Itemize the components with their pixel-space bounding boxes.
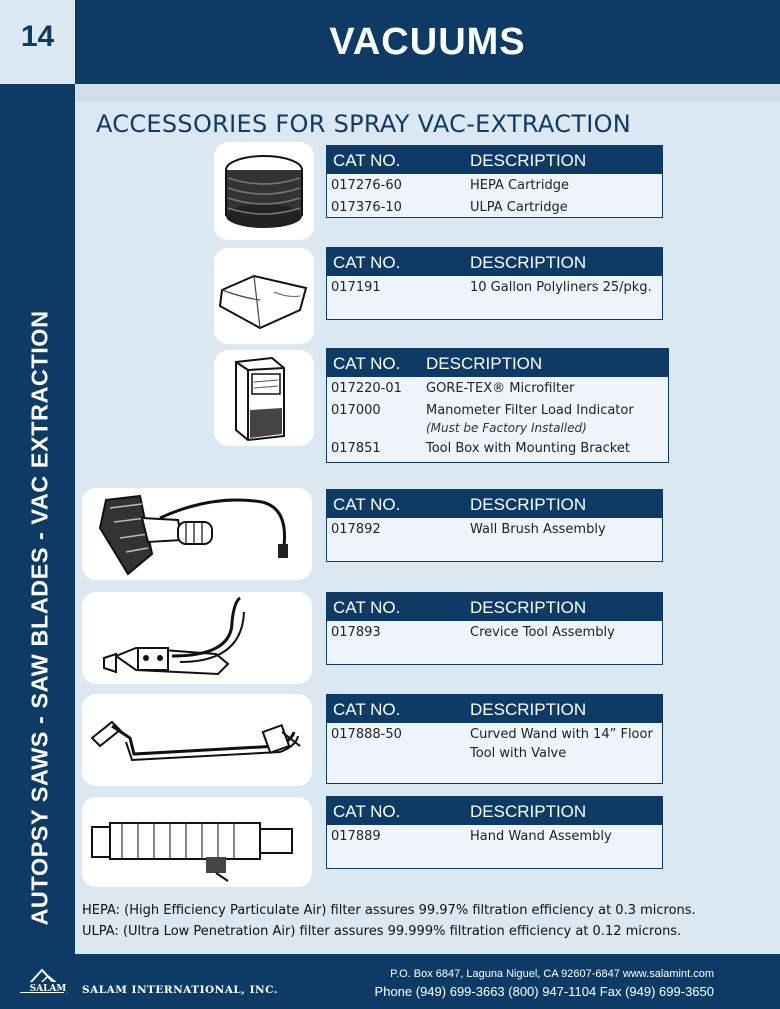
cat-no: 017888-50	[331, 727, 402, 742]
cat-no: 017889	[331, 829, 381, 844]
svg-text:SALAM: SALAM	[29, 984, 67, 994]
page-number: 14	[0, 0, 75, 84]
table-row	[327, 174, 662, 196]
description: HEPA Cartridge	[470, 178, 569, 193]
product-table-filters	[326, 348, 669, 463]
cat-no-header: CAT NO.	[333, 354, 401, 373]
description-header: DESCRIPTION	[470, 700, 587, 719]
product-table-crevice-tool	[326, 592, 663, 665]
description: Hand Wand Assembly	[470, 829, 612, 844]
footnotes	[82, 900, 696, 942]
table-row	[327, 825, 662, 847]
description: ULPA Cartridge	[470, 200, 568, 215]
cat-no-header: CAT NO.	[333, 700, 401, 719]
table-header	[327, 146, 662, 174]
hepa-footnote: HEPA: (High Efficiency Particulate Air) filter assures 99.97% filtration efficiency at 0.3 microns.	[82, 903, 696, 918]
cat-no: 017851	[331, 441, 381, 456]
table-header	[327, 593, 662, 621]
product-table-wall-brush	[326, 489, 663, 562]
table-row	[327, 723, 662, 742]
table-row	[327, 276, 662, 298]
description: Tool Box with Mounting Bracket	[426, 441, 630, 456]
product-table-hand-wand	[326, 796, 663, 869]
cat-no: 017893	[331, 625, 381, 640]
description: Crevice Tool Assembly	[470, 625, 615, 640]
cat-no: 017376-10	[331, 200, 402, 215]
cat-no: 017892	[331, 522, 381, 537]
table-row	[327, 518, 662, 540]
header-sub-band	[75, 84, 780, 102]
cartridge-image	[214, 142, 314, 240]
description-header: DESCRIPTION	[470, 253, 587, 272]
cat-no-header: CAT NO.	[333, 151, 401, 170]
page-title: VACUUMS	[75, 0, 780, 84]
description: Wall Brush Assembly	[470, 522, 606, 537]
cat-no-header: CAT NO.	[333, 253, 401, 272]
hand-wand-image	[82, 797, 312, 887]
microfilter-image	[214, 350, 314, 446]
description-note: (Must be Factory Installed)	[426, 421, 587, 435]
table-header	[327, 797, 662, 825]
cat-no-header: CAT NO.	[333, 495, 401, 514]
table-row	[327, 621, 662, 643]
cat-no: 017000	[331, 403, 381, 418]
ulpa-footnote: ULPA: (Ultra Low Penetration Air) filter assures 99.999% filtration efficiency at 0.12 microns.	[82, 924, 682, 939]
product-table-cartridges	[326, 145, 663, 218]
description-header: DESCRIPTION	[470, 151, 587, 170]
table-header	[327, 695, 662, 723]
sidebar-band	[0, 84, 75, 954]
description-header: DESCRIPTION	[470, 598, 587, 617]
polyliner-image	[214, 248, 314, 344]
address-line: P.O. Box 6847, Laguna Niguel, CA 92607-6847 www.salamint.com	[390, 968, 714, 980]
crevice-tool-image	[82, 592, 312, 684]
table-header	[327, 248, 662, 276]
company-name: SALAM INTERNATIONAL, INC.	[82, 984, 278, 996]
cat-no-header: CAT NO.	[333, 802, 401, 821]
salam-logo	[18, 966, 78, 996]
description-header: DESCRIPTION	[470, 802, 587, 821]
table-row	[327, 399, 668, 421]
table-row	[327, 437, 668, 459]
description: GORE-TEX® Microfilter	[426, 381, 575, 396]
table-header	[327, 490, 662, 518]
product-table-curved-wand	[326, 694, 663, 784]
table-row	[327, 377, 668, 399]
description-header: DESCRIPTION	[470, 495, 587, 514]
table-header	[327, 349, 668, 377]
table-note-row	[327, 421, 668, 437]
cat-no-header: CAT NO.	[333, 598, 401, 617]
footer	[0, 954, 780, 1009]
cat-no: 017276-60	[331, 178, 402, 193]
phone-line: Phone (949) 699-3663 (800) 947-1104 Fax (949) 699-3650	[374, 984, 714, 999]
wall-brush-image	[82, 488, 312, 580]
table-row	[327, 196, 662, 218]
cat-no: 017191	[331, 280, 381, 295]
sidebar-text: AUTOPSY SAWS - SAW BLADES - VAC EXTRACTION	[26, 310, 53, 926]
description: Tool with Valve	[470, 746, 567, 761]
curved-wand-image	[82, 694, 312, 786]
description: 10 Gallon Polyliners 25/pkg.	[470, 280, 652, 295]
table-row	[327, 742, 662, 764]
cat-no: 017220-01	[331, 381, 402, 396]
description: Manometer Filter Load Indicator	[426, 403, 634, 418]
section-title: ACCESSORIES FOR SPRAY VAC-EXTRACTION	[96, 110, 632, 138]
description: Curved Wand with 14” Floor	[470, 727, 653, 742]
product-table-polyliners	[326, 247, 663, 320]
description-header: DESCRIPTION	[426, 354, 543, 373]
